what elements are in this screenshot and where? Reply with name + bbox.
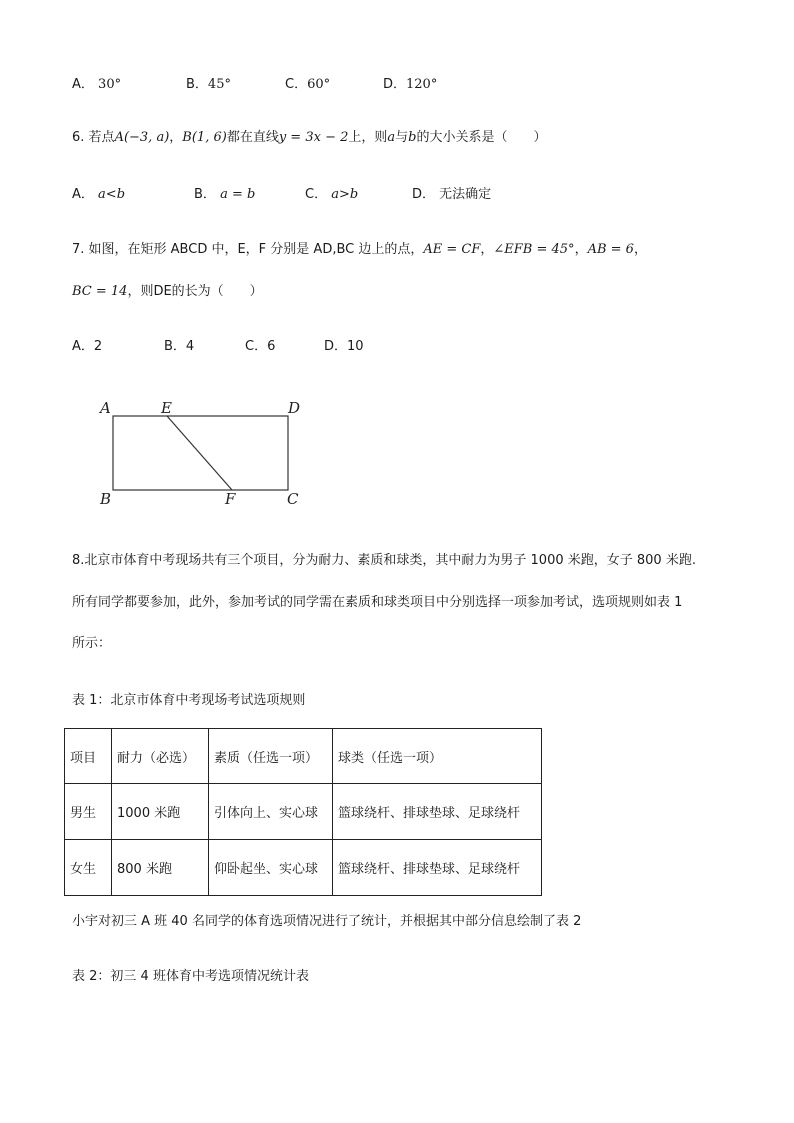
q7-option-b: B．4 xyxy=(164,339,195,354)
q5-option-c: C．60° xyxy=(285,77,331,92)
table-header-cell: 球类（任选一项） xyxy=(333,729,542,784)
table-row xyxy=(65,840,542,896)
table-row xyxy=(65,784,542,840)
table1-title: 表 1：北京市体育中考现场考试选项规则 xyxy=(72,693,306,708)
label-d: D xyxy=(288,399,301,417)
q6-option-b: B． a = b xyxy=(194,187,256,202)
q6-stem: 6. 若点A(−3, a)，B(1, 6)都在直线y = 3x − 2上，则a与b的大小关系是（ ） xyxy=(72,130,547,145)
q6-option-c: C． a>b xyxy=(305,187,359,202)
label-b: B xyxy=(100,490,112,508)
table-cell: 女生 xyxy=(65,840,112,896)
label-f: F xyxy=(225,490,236,508)
q6-line-equation: y = 3x − 2 xyxy=(278,130,349,145)
q7-stem-line1: 7. 如图，在矩形 ABCD 中，E，F 分别是 AD,BC 边上的点，AE = CF，∠EFB = 45°，AB = 6， xyxy=(72,242,647,257)
table-cell: 篮球绕杆、排球垫球、足球绕杆 xyxy=(333,784,542,840)
q5-option-b: B．45° xyxy=(186,77,231,92)
q6-option-a: A． a<b xyxy=(72,187,126,202)
table-header-cell: 素质（任选一项） xyxy=(209,729,333,784)
q5-option-d: D．120° xyxy=(383,77,438,92)
q8-para4: 小宇对初三 A 班 40 名同学的体育选项情况进行了统计，并根据其中部分信息绘制了表 2 xyxy=(72,914,582,929)
table-cell: 800 米跑 xyxy=(112,840,209,896)
label-e: E xyxy=(161,399,172,417)
rectangle-figure xyxy=(95,395,310,510)
q6-option-d: D． 无法确定 xyxy=(412,187,492,202)
q6-point-b: B(1, 6) xyxy=(182,130,227,145)
q7-option-a: A．2 xyxy=(72,339,103,354)
table-cell: 仰卧起坐、实心球 xyxy=(209,840,333,896)
table-header-cell: 耐力（必选） xyxy=(112,729,209,784)
rectangle-abcd xyxy=(113,416,288,490)
q5-option-a: A． 30° xyxy=(72,77,122,92)
q8-para1: 8.北京市体育中考现场共有三个项目，分为耐力、素质和球类，其中耐力为男子 1000 米跑，女子 800 米跑. xyxy=(72,553,696,568)
table-cell: 1000 米跑 xyxy=(112,784,209,840)
table-header-cell: 项目 xyxy=(65,729,112,784)
q7-stem-line2: BC = 14，则DE的长为（ ） xyxy=(72,284,263,299)
q8-para2: 所有同学都要参加，此外，参加考试的同学需在素质和球类项目中分别选择一项参加考试，选项规则如表 1 xyxy=(72,595,683,610)
table1-rules xyxy=(64,728,542,896)
label-a: A xyxy=(100,399,111,417)
table-cell: 男生 xyxy=(65,784,112,840)
table2-title: 表 2：初三 4 班体育中考选项情况统计表 xyxy=(72,969,309,984)
q6-point-a: A(−3, a) xyxy=(114,130,170,145)
q7-option-c: C．6 xyxy=(245,339,276,354)
label-c: C xyxy=(287,490,299,508)
q7-option-d: D．10 xyxy=(324,339,364,354)
q8-para3: 所示： xyxy=(72,636,112,651)
table-header-row xyxy=(65,729,542,784)
table-cell: 引体向上、实心球 xyxy=(209,784,333,840)
table-cell: 篮球绕杆、排球垫球、足球绕杆 xyxy=(333,840,542,896)
segment-ef xyxy=(167,416,232,490)
